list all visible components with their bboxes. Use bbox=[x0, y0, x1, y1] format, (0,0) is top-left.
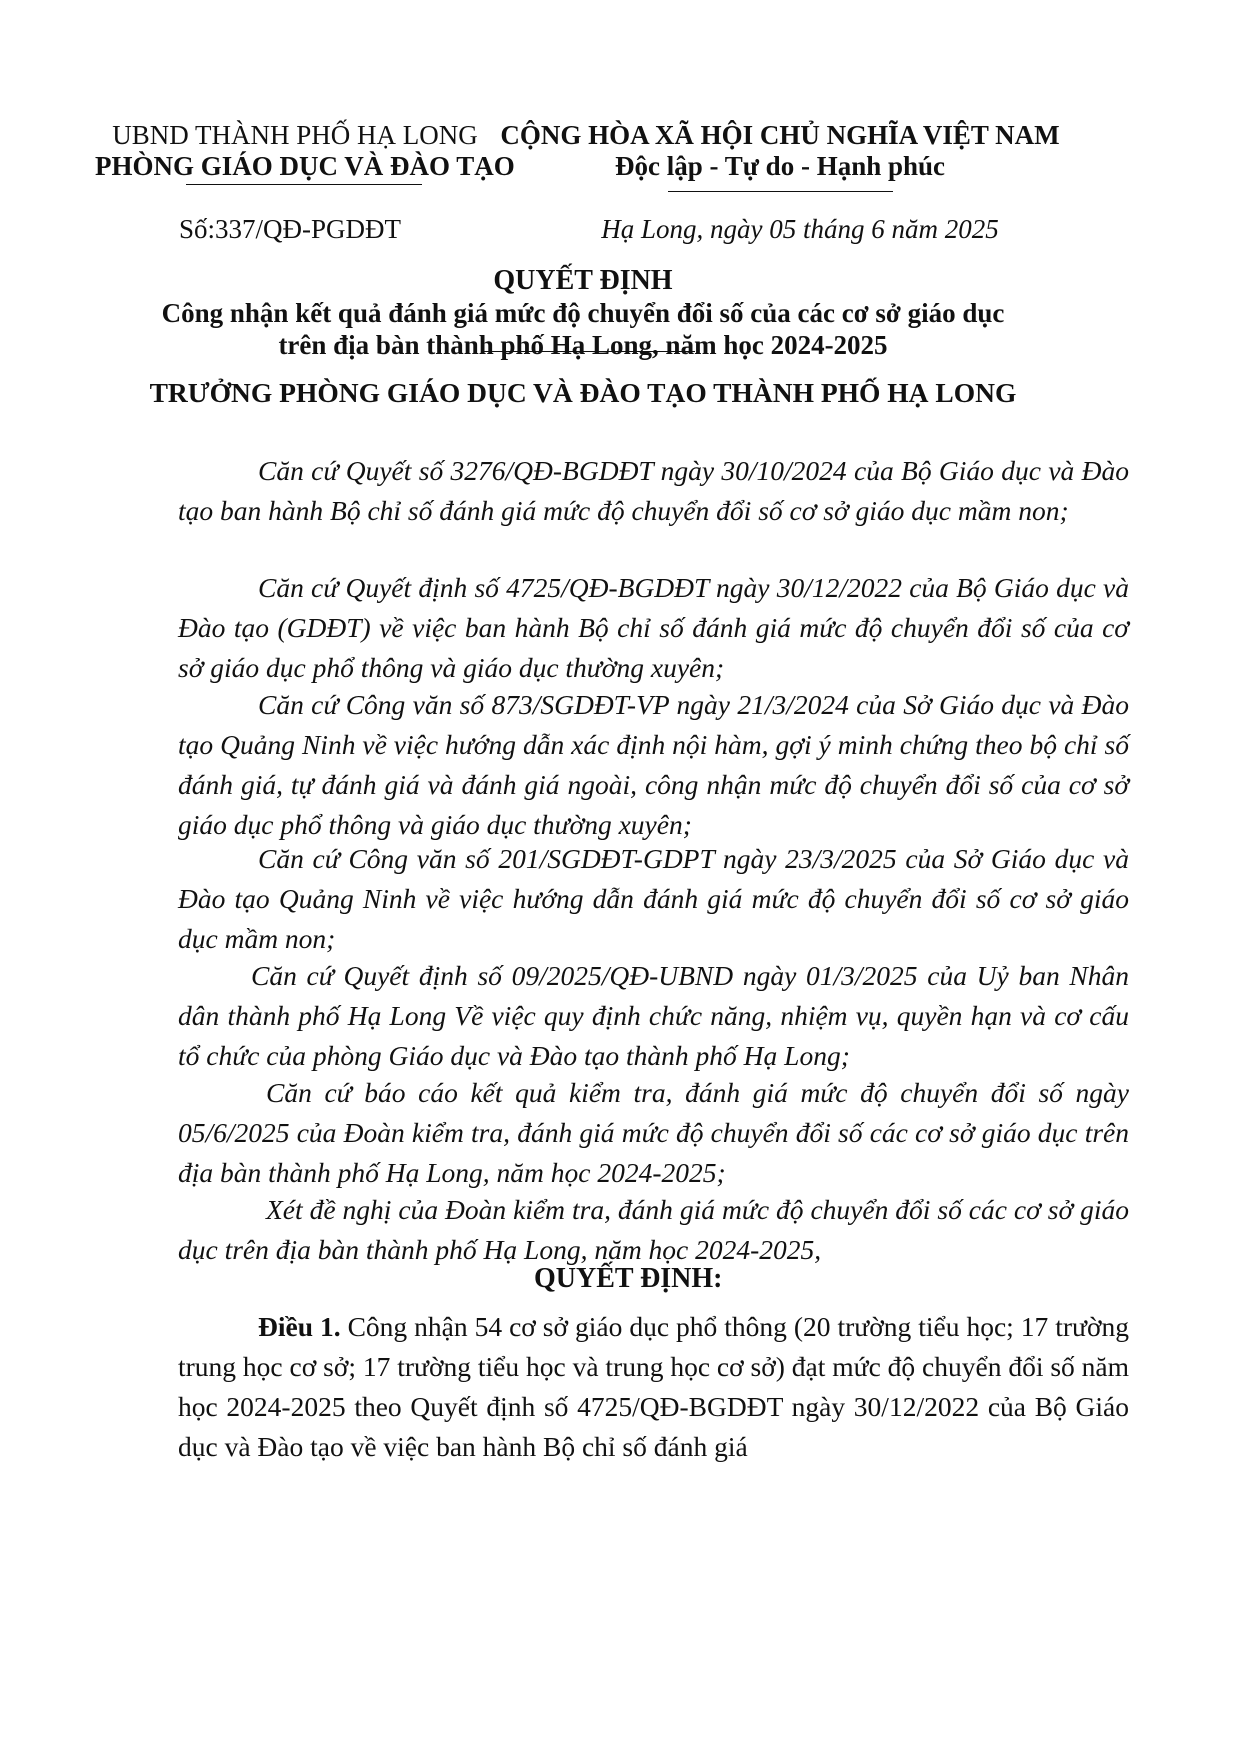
preamble-paragraph-2: Căn cứ Quyết định số 4725/QĐ-BGDĐT ngày 30/12/2022 của Bộ Giáo dục và Đào tạo (GDĐT) về việc ban hành Bộ chỉ số đánh giá mức độ chuyển đổi số của cơ sở giáo dục phổ thông và giáo dục thường xuyên; bbox=[178, 572, 1129, 683]
decision-heading: QUYẾT ĐỊNH: bbox=[534, 1263, 723, 1294]
article-1 bbox=[178, 1307, 1129, 1467]
article-1-label: Điều 1. bbox=[258, 1311, 341, 1342]
preamble-paragraph-4: Căn cứ Công văn số 201/SGDĐT-GDPT ngày 23/3/2025 của Sở Giáo dục và Đào tạo Quảng Ninh về việc hướng dẫn đánh giá mức độ chuyển đổi số cơ sở giáo dục mầm non; bbox=[178, 843, 1129, 954]
decision-authority: TRƯỞNG PHÒNG GIÁO DỤC VÀ ĐÀO TẠO THÀNH PHỐ HẠ LONG bbox=[149, 377, 1017, 408]
preamble-paragraph-6: Căn cứ báo cáo kết quả kiểm tra, đánh giá mức độ chuyển đổi số ngày 05/6/2025 của Đoàn kiểm tra, đánh giá mức độ chuyển đổi số các cơ sở giáo dục trên địa bàn thành phố Hạ Long, năm học 2024-2025; bbox=[178, 1077, 1129, 1188]
national-motto: Độc lập - Tự do - Hạnh phúc bbox=[614, 151, 946, 181]
preamble-paragraph-3: Căn cứ Công văn số 873/SGDĐT-VP ngày 21/3/2024 của Sở Giáo dục và Đào tạo Quảng Ninh về việc hướng dẫn xác định nội hàm, gợi ý minh chứng theo bộ chỉ số đánh giá, tự đánh giá và đánh giá ngoài, công nhận mức độ chuyển đổi số của cơ sở giáo dục phổ thông và giáo dục thường xuyên; bbox=[178, 689, 1129, 840]
document-subtitle-line1: Công nhận kết quả đánh giá mức độ chuyển đổi số của các cơ sở giáo dục bbox=[161, 298, 1005, 328]
national-title: CỘNG HÒA XÃ HỘI CHỦ NGHĨA VIỆT NAM bbox=[500, 120, 1060, 150]
preamble-paragraph-5: Căn cứ Quyết định số 09/2025/QĐ-UBND ngày 01/3/2025 của Uỷ ban Nhân dân thành phố Hạ Long Về việc quy định chức năng, nhiệm vụ, quyền hạn và cơ cấu tổ chức của phòng Giáo dục và Đào tạo thành phố Hạ Long; bbox=[178, 960, 1129, 1071]
document-number: Số:337/QĐ-PGDĐT bbox=[178, 214, 401, 244]
right-header-underline bbox=[668, 191, 893, 192]
left-header-underline bbox=[186, 184, 422, 185]
document-type-heading: QUYẾT ĐỊNH bbox=[493, 265, 673, 296]
document-subtitle-line2: trên địa bàn thành phố Hạ Long, năm học 2024-2025 bbox=[278, 330, 888, 360]
title-underline bbox=[482, 351, 695, 352]
issuing-department: PHÒNG GIÁO DỤC VÀ ĐÀO TẠO bbox=[95, 151, 515, 181]
preamble-paragraph-1: Căn cứ Quyết số 3276/QĐ-BGDĐT ngày 30/10/2024 của Bộ Giáo dục và Đào tạo ban hành Bộ chỉ số đánh giá mức độ chuyển đổi số cơ sở giáo dục mầm non; bbox=[178, 455, 1129, 526]
place-and-date: Hạ Long, ngày 05 tháng 6 năm 2025 bbox=[601, 214, 999, 244]
issuing-authority-parent: UBND THÀNH PHỐ HẠ LONG bbox=[112, 120, 478, 150]
article-1-text: Công nhận 54 cơ sở giáo dục phổ thông (20 trường tiểu học; 17 trường trung học cơ sở; 17 trường tiểu học và trung học cơ sở) đạt mức độ chuyển đổi số năm học 2024-2025 theo Quyết định số 4725/QĐ-BGDĐT ngày 30/12/2022 của Bộ Giáo dục và Đào tạo về việc ban hành Bộ chỉ số đánh giá bbox=[178, 1311, 1130, 1462]
preamble-paragraph-7: Xét đề nghị của Đoàn kiểm tra, đánh giá mức độ chuyển đổi số các cơ sở giáo dục trên địa bàn thành phố Hạ Long, năm học 2024-2025, bbox=[178, 1194, 1129, 1265]
